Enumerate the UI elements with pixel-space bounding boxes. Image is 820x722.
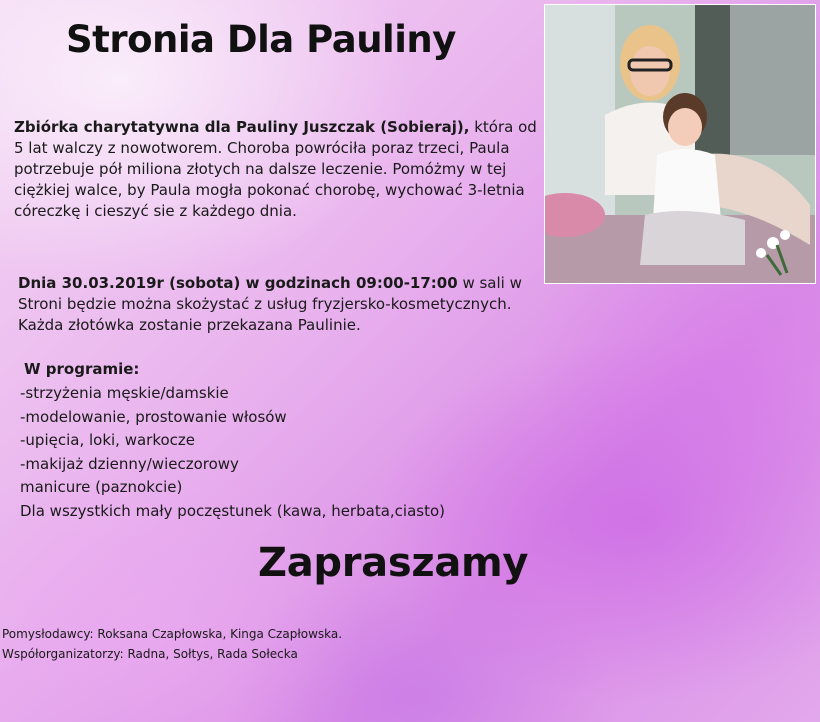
program-list <box>20 382 445 523</box>
mother-daughter-photo <box>544 4 816 284</box>
credits-coorganizers: Współorganizatorzy: Radna, Sołtys, Rada Sołecka <box>2 647 298 661</box>
program-item: -modelowanie, prostowanie włosów <box>20 407 287 426</box>
program-item: -strzyżenia męskie/damskie <box>20 384 229 402</box>
intro-paragraph <box>14 117 539 222</box>
program-item: -upięcia, loki, warkocze <box>20 431 196 449</box>
credits <box>2 624 342 664</box>
photo-flower <box>780 230 790 240</box>
credits-ideators: Pomysłodawcy: Roksana Czapłowska, Kinga Czapłowska. <box>2 627 343 641</box>
event-text: w sali w Stroni będzie można skożystać z usług fryzjersko-kosmetycznych. Każda złotówka zostanie przekazana Paulinie. <box>18 274 522 334</box>
program-heading: W programie: <box>24 360 140 378</box>
program-item: Dla wszystkich mały poczęstunek (kawa, herbata,ciasto) <box>20 501 445 520</box>
program-item: manicure (paznokcie) <box>20 478 183 496</box>
photo-child-face <box>668 108 702 146</box>
event-bold: Dnia 30.03.2019r (sobota) w godzinach 09:00-17:00 <box>18 274 458 292</box>
invite-heading: Zapraszamy <box>258 540 529 586</box>
photo-child-skirt <box>640 211 745 265</box>
intro-text: która od 5 lat walczy z nowotworem. Choroba powróciła poraz trzeci, Paula potrzebuje pół miliona złotych na dalsze leczenie. Pomóżmy w tej ciężkiej walce, by Paula mogła pokonać chorobę, wychować 3-letnia córeczkę i cieszyć sie z każdego dnia. <box>14 118 537 220</box>
intro-bold: Zbiórka charytatywna dla Pauliny Juszczak (Sobieraj), <box>14 118 470 136</box>
photo-child-dress <box>653 149 721 220</box>
program-item: -makijaż dzienny/wieczorowy <box>20 454 239 473</box>
event-paragraph <box>18 273 538 336</box>
page-title: Stronia Dla Pauliny <box>66 18 456 61</box>
photo-flower <box>756 248 766 258</box>
photo-curtain-right <box>730 5 815 155</box>
photo-illustration <box>545 5 815 283</box>
